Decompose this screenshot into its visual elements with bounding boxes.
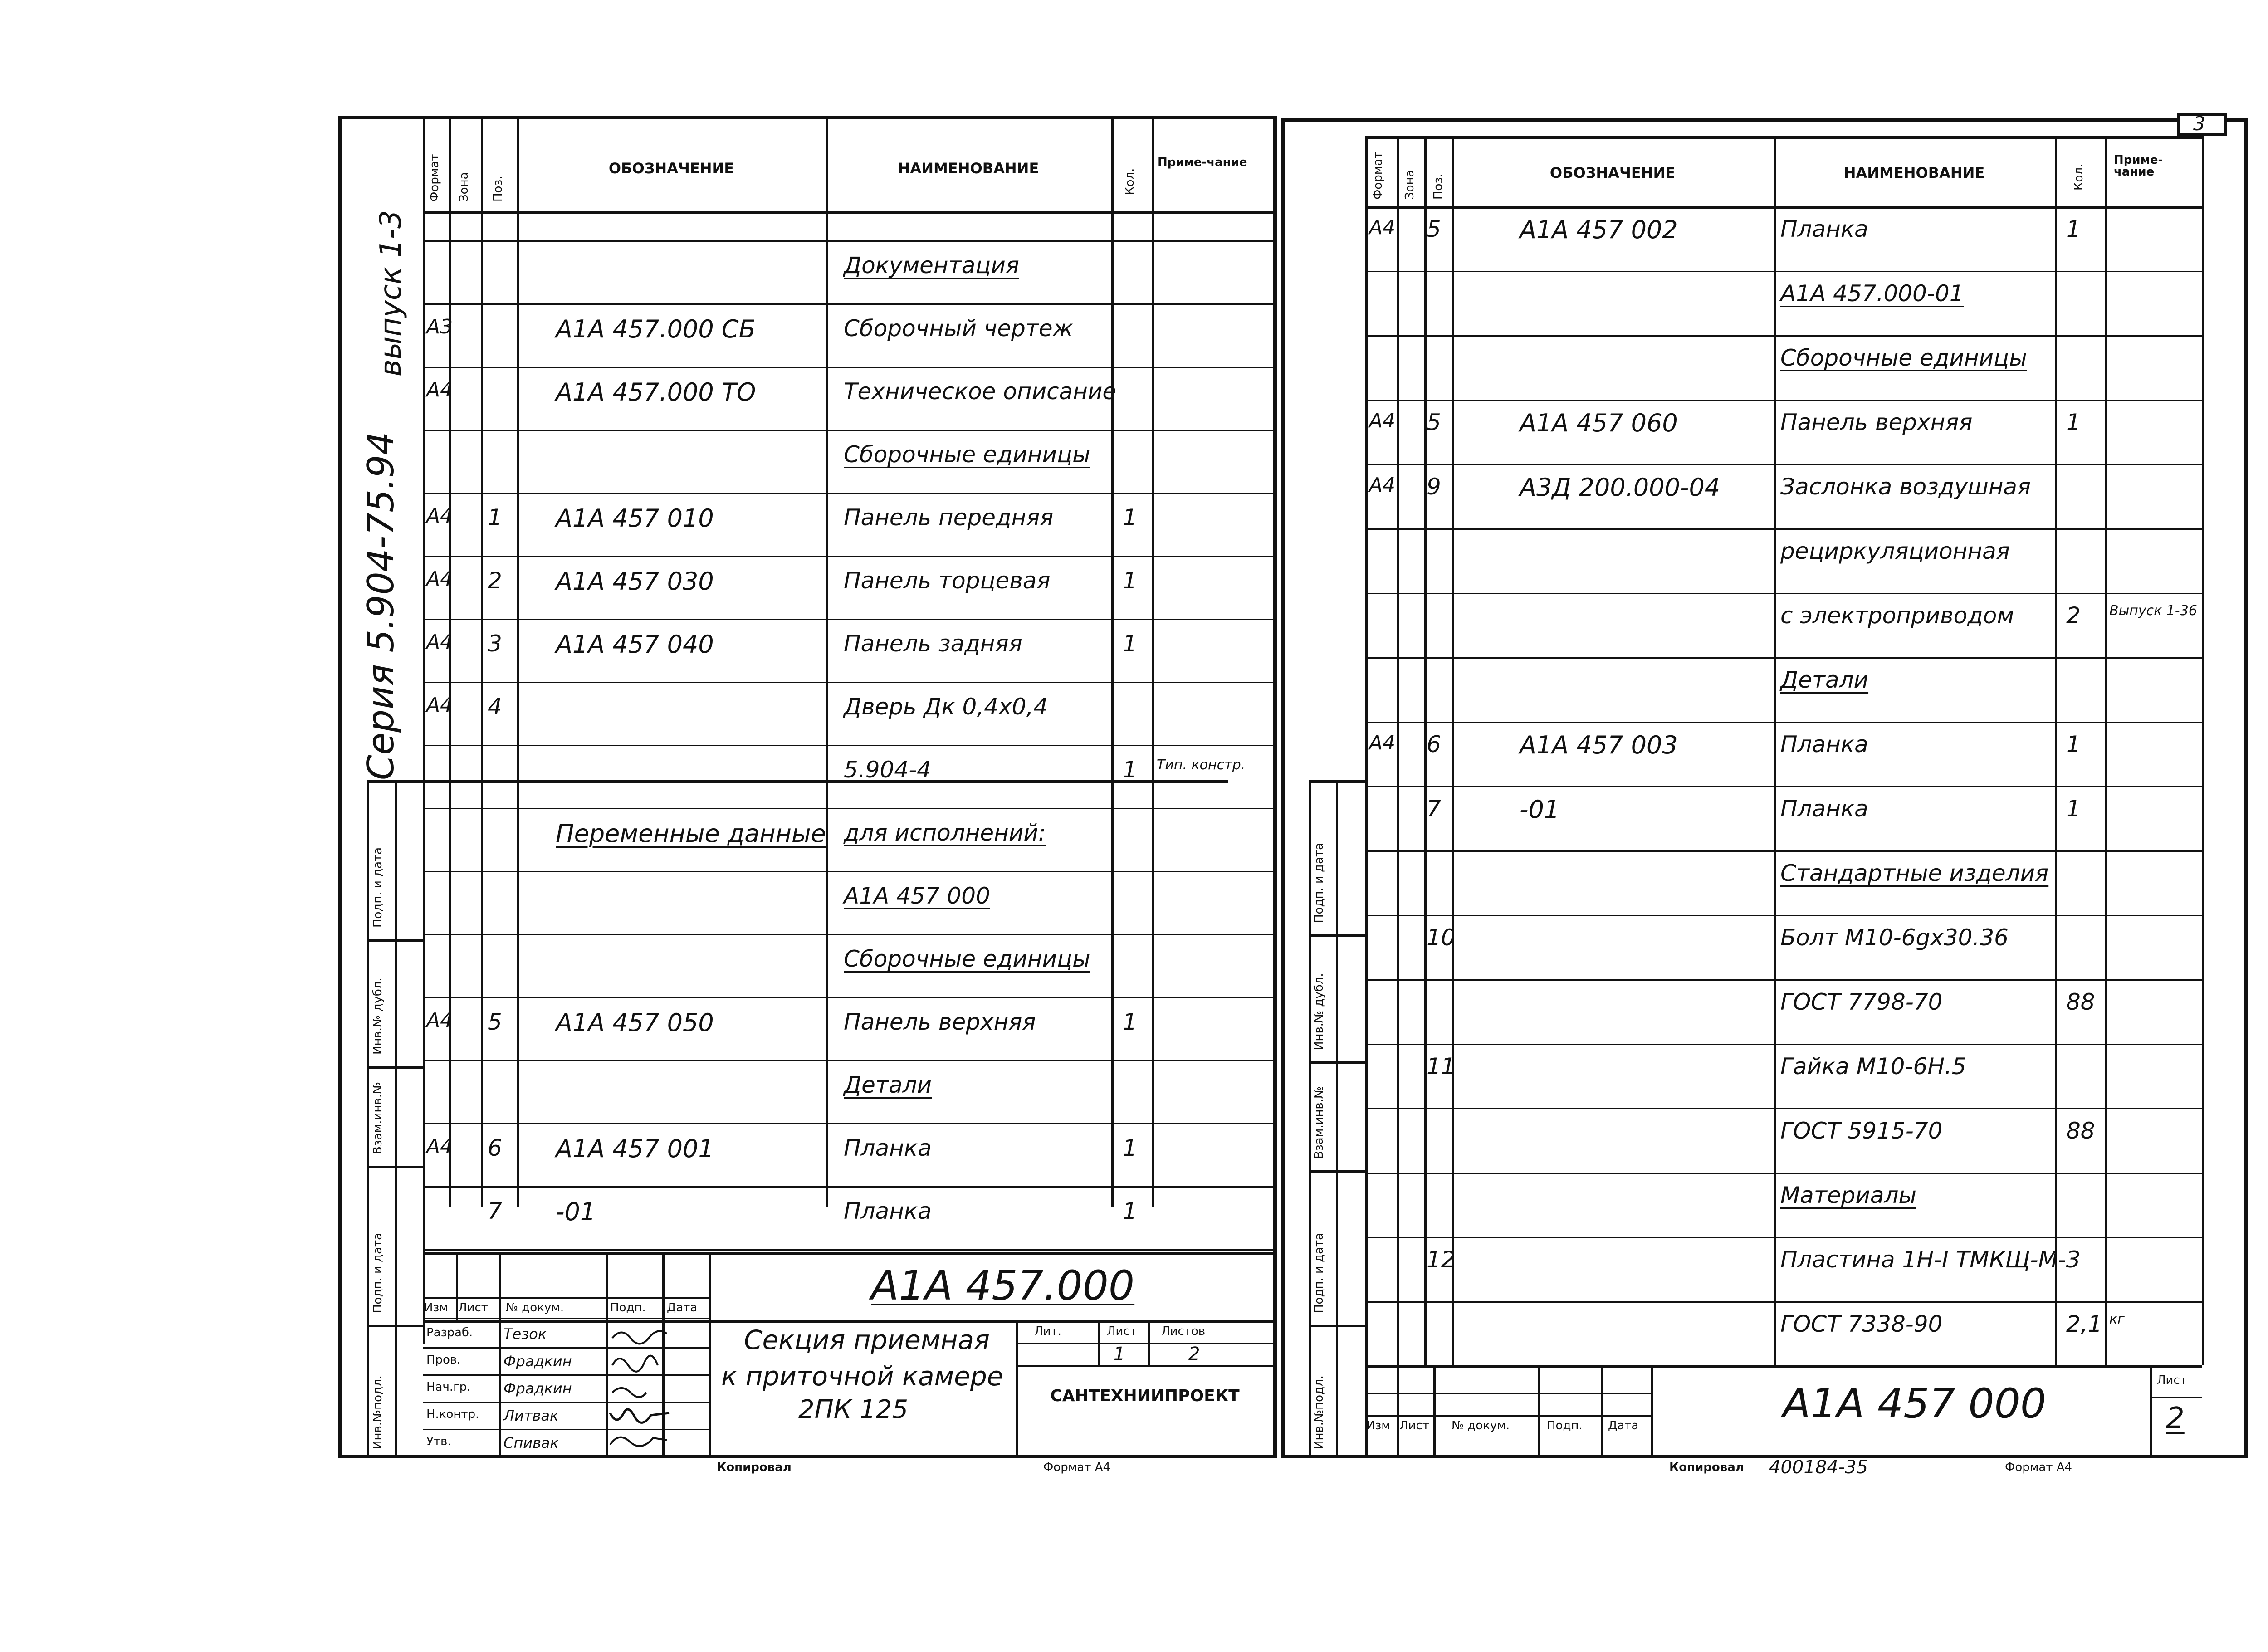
- row-name: А1А 457.000-01: [1780, 280, 1964, 307]
- right-stamp-label-5: Инв.№подл.: [1312, 1375, 1326, 1449]
- left-stamp-label-5: Инв.№подл.: [371, 1375, 385, 1449]
- row-format: А4: [426, 1009, 453, 1032]
- row-position: 11: [1427, 1053, 1456, 1080]
- row-name: Болт М10-6gх30.36: [1780, 924, 2009, 951]
- row-name: ГОСТ 7338-90: [1780, 1311, 1943, 1337]
- row-name: Планка: [844, 1135, 932, 1161]
- right-col-line: [1365, 136, 1368, 1456]
- row-line: [423, 745, 1274, 746]
- left-stamp-border: [367, 780, 369, 1458]
- left-footer-copied: Копировал: [717, 1461, 792, 1474]
- row-note: Выпуск 1-36: [2109, 603, 2197, 619]
- right-header-qty: Кол.: [2072, 163, 2086, 191]
- right-sheet-label: Лист: [2157, 1373, 2187, 1387]
- row-position: 4: [488, 694, 502, 720]
- row-designation: А1А 457 002: [1520, 215, 1678, 244]
- row-name: А1А 457 000: [844, 883, 990, 909]
- row-line: [1365, 722, 2202, 723]
- right-stamp-label-4: Подп. и дата: [1312, 1232, 1326, 1313]
- left-header-pos: Поз.: [491, 176, 505, 202]
- right-stamp-border: [1309, 780, 1311, 1458]
- row-designation: -01: [556, 1197, 596, 1226]
- left-signatures: [608, 1322, 708, 1456]
- row-line: [1365, 400, 2202, 401]
- row-line: [423, 367, 1274, 368]
- left-col-date: Дата: [667, 1301, 698, 1315]
- left-sheet-label: Лист: [1107, 1325, 1137, 1338]
- right-footer-archive: 400184-35: [1769, 1457, 1868, 1478]
- row-line: [423, 303, 1274, 305]
- left-sheets-value: 2: [1188, 1344, 1200, 1364]
- row-name: Техническое описание: [844, 378, 1117, 405]
- row-name: Панель верхняя: [844, 1009, 1036, 1035]
- row-position: 6: [1427, 731, 1441, 758]
- row-name: Сборочный чертеж: [844, 315, 1073, 342]
- row-line: [1365, 528, 2202, 530]
- row-line: [1365, 979, 2202, 981]
- row-designation: А1А 457 003: [1520, 731, 1678, 759]
- row-format: А4: [1369, 474, 1396, 497]
- row-name: Материалы: [1780, 1182, 1916, 1208]
- row-note: Тип. констр.: [1157, 757, 1246, 773]
- right-stamp-label-2: Инв.№ дубл.: [1312, 973, 1326, 1050]
- left-person-4: Литвак: [503, 1407, 559, 1424]
- row-quantity: 88: [2066, 1118, 2095, 1144]
- row-position: 5: [1427, 216, 1441, 242]
- row-quantity: 1: [1123, 1135, 1137, 1161]
- right-col-sign: Подп.: [1547, 1419, 1583, 1432]
- row-format: А4: [1369, 731, 1396, 754]
- row-name: Панель передняя: [844, 504, 1054, 531]
- row-line: [1365, 593, 2202, 594]
- row-format: А4: [426, 1135, 453, 1158]
- left-doc-number: А1А 457.000: [871, 1262, 1135, 1310]
- left-lit-label: Лит.: [1034, 1325, 1061, 1338]
- row-quantity: 1: [1123, 630, 1137, 657]
- right-col-list: Лист: [1399, 1419, 1429, 1432]
- row-line: [423, 934, 1274, 935]
- left-header-name: НАИМЕНОВАНИЕ: [898, 160, 1039, 177]
- row-name: Планка: [844, 1198, 932, 1224]
- row-line: [423, 871, 1274, 872]
- row-line: [423, 1249, 1274, 1251]
- left-col-izm: Изм: [424, 1301, 448, 1315]
- row-quantity: 88: [2066, 989, 2095, 1015]
- row-position: 9: [1427, 474, 1441, 500]
- row-designation: А1А 457 050: [556, 1008, 714, 1037]
- left-stamp-label-4: Подп. и дата: [371, 1232, 385, 1313]
- left-col-list: Лист: [458, 1301, 488, 1315]
- left-title-line-3: 2ПК 125: [798, 1395, 909, 1424]
- row-name: Стандартные изделия: [1780, 860, 2049, 886]
- row-designation: А3Д 200.000-04: [1520, 473, 1721, 502]
- row-position: 2: [488, 567, 502, 594]
- right-doc-number: А1А 457 000: [1783, 1380, 2047, 1427]
- row-designation: А1А 457 060: [1520, 409, 1678, 437]
- row-line: [1365, 915, 2202, 916]
- right-col-docnum: № докум.: [1452, 1419, 1510, 1432]
- row-line: [423, 1123, 1274, 1124]
- left-title-block-top: [423, 1252, 1274, 1255]
- row-position: 5: [1427, 409, 1441, 435]
- row-designation: А1А 457.000 СБ: [556, 315, 756, 343]
- right-corner-sheet-number: 3: [2193, 112, 2205, 135]
- row-name: ГОСТ 5915-70: [1780, 1118, 1943, 1144]
- row-name: Документация: [844, 252, 1019, 279]
- row-line: [1365, 206, 2202, 208]
- row-designation: А1А 457 030: [556, 567, 714, 596]
- left-header-note: Приме-чание: [1158, 156, 1247, 169]
- left-col-docnum: № докум.: [506, 1301, 564, 1315]
- left-person-2: Фрадкин: [503, 1353, 572, 1370]
- row-name: для исполнений:: [844, 820, 1046, 846]
- row-name: Панель верхняя: [1780, 409, 1973, 435]
- right-header-note: Приме-чание: [2114, 153, 2163, 179]
- row-name: Сборочные единицы: [1780, 345, 2027, 371]
- row-line: [1365, 1044, 2202, 1045]
- row-quantity: 1: [2066, 216, 2081, 242]
- row-name: Детали: [844, 1072, 932, 1098]
- left-header-zone: Зона: [457, 172, 471, 202]
- row-position: 7: [488, 1198, 502, 1224]
- left-header-format: Формат: [428, 154, 441, 202]
- row-position: 10: [1427, 924, 1456, 951]
- row-format: А4: [426, 504, 453, 528]
- row-position: 7: [1427, 796, 1441, 822]
- row-name: Планка: [1780, 731, 1868, 758]
- left-role-3: Нач.гр.: [426, 1380, 471, 1394]
- row-name: рециркуляционная: [1780, 538, 2010, 564]
- left-person-5: Спивак: [503, 1434, 559, 1452]
- left-stamp-label-2: Инв.№ дубл.: [371, 978, 385, 1055]
- row-name: Панель задняя: [844, 630, 1022, 657]
- left-sheets-label: Листов: [1161, 1325, 1206, 1338]
- row-name: Детали: [1780, 667, 1869, 693]
- row-line: [423, 556, 1274, 557]
- row-line: [1365, 1301, 2202, 1303]
- row-name: Гайка М10-6Н.5: [1780, 1053, 1966, 1080]
- row-quantity: 1: [1123, 757, 1137, 783]
- row-note: кг: [2109, 1311, 2125, 1327]
- row-quantity: 1: [1123, 1009, 1137, 1035]
- row-line: [423, 1060, 1274, 1061]
- left-title-line-1: Секция приемная: [744, 1325, 990, 1355]
- right-header-zone: Зона: [1403, 170, 1417, 200]
- row-format: А4: [426, 567, 453, 591]
- right-col-izm: Изм: [1366, 1419, 1390, 1432]
- left-sheet-value: 1: [1114, 1344, 1125, 1364]
- right-title-block-top: [1365, 1365, 2202, 1368]
- row-line: [1365, 1237, 2202, 1238]
- row-quantity: 1: [2066, 409, 2081, 435]
- row-line: [423, 1186, 1274, 1188]
- left-role-2: Пров.: [426, 1353, 461, 1367]
- row-format: А4: [426, 630, 453, 654]
- left-stamp-label-1: Подп. и дата: [371, 847, 385, 928]
- left-header-designation: ОБОЗНАЧЕНИЕ: [608, 160, 734, 177]
- left-sheet: [338, 116, 1277, 1458]
- row-quantity: 1: [1123, 504, 1137, 531]
- row-position: 1: [488, 504, 502, 531]
- right-footer-copied: Копировал: [1669, 1461, 1744, 1474]
- row-position: 6: [488, 1135, 502, 1161]
- left-person-3: Фрадкин: [503, 1380, 572, 1397]
- left-margin-issue: выпуск 1-3: [374, 210, 408, 376]
- row-name: Сборочные единицы: [844, 441, 1090, 468]
- row-line: [1365, 335, 2202, 337]
- row-name: с электроприводом: [1780, 602, 2014, 629]
- row-line: [1365, 1108, 2202, 1109]
- row-format: А4: [1369, 216, 1396, 239]
- right-stamp-label-1: Подп. и дата: [1312, 842, 1326, 923]
- row-line: [1365, 850, 2202, 852]
- right-header-name: НАИМЕНОВАНИЕ: [1843, 164, 1985, 181]
- right-footer-format: Формат А4: [2005, 1461, 2072, 1474]
- row-line: [1365, 1173, 2202, 1174]
- row-line: [423, 240, 1274, 242]
- row-position: 12: [1427, 1246, 1456, 1273]
- row-designation: А1А 457 010: [556, 504, 714, 533]
- row-position: 5: [488, 1009, 502, 1035]
- row-line: [1365, 786, 2202, 787]
- row-line: [423, 493, 1274, 494]
- right-stamp-label-3: Взам.инв.№: [1312, 1086, 1326, 1159]
- row-name: Панель торцевая: [844, 567, 1051, 594]
- left-role-4: Н.контр.: [426, 1408, 479, 1421]
- row-name: Планка: [1780, 796, 1868, 822]
- left-footer-format: Формат А4: [1043, 1461, 1111, 1474]
- row-line: [423, 997, 1274, 998]
- left-role-5: Утв.: [426, 1435, 451, 1448]
- row-name: Дверь Дк 0,4х0,4: [844, 694, 1048, 720]
- row-quantity: 2,1: [2066, 1311, 2102, 1337]
- row-format: А4: [1369, 409, 1396, 432]
- row-line: [423, 619, 1274, 620]
- left-margin-series: Серия 5.904-75.94: [360, 431, 402, 780]
- row-line: [423, 682, 1274, 683]
- left-person-1: Тезок: [503, 1325, 547, 1343]
- row-designation: А1А 457 001: [556, 1134, 714, 1163]
- row-quantity: 1: [1123, 567, 1137, 594]
- row-name: Пластина 1Н-I ТМКЩ-М-3: [1780, 1246, 2081, 1273]
- left-col-line: [423, 119, 425, 1344]
- row-quantity: 1: [2066, 731, 2081, 758]
- right-header-pos: Поз.: [1432, 173, 1445, 200]
- row-designation: -01: [1520, 795, 1560, 824]
- row-name: 5.904-4: [844, 757, 931, 783]
- right-header-designation: ОБОЗНАЧЕНИЕ: [1549, 164, 1676, 181]
- left-role-1: Разраб.: [426, 1326, 473, 1339]
- left-header-qty: Кол.: [1123, 168, 1137, 195]
- row-format: А4: [426, 694, 453, 717]
- row-line: [423, 808, 1274, 809]
- left-org: САНТЕХНИИПРОЕКТ: [1050, 1387, 1240, 1405]
- row-designation: А1А 457.000 ТО: [556, 378, 756, 406]
- row-quantity: 1: [1123, 1198, 1137, 1224]
- row-designation: Переменные данные: [556, 819, 826, 848]
- row-name: Сборочные единицы: [844, 946, 1090, 972]
- right-col-date: Дата: [1608, 1419, 1639, 1432]
- row-line: [1365, 464, 2202, 465]
- row-format: А3: [426, 315, 453, 338]
- row-name: Заслонка воздушная: [1780, 474, 2031, 500]
- row-name: Планка: [1780, 216, 1868, 242]
- left-stamp-label-3: Взам.инв.№: [371, 1082, 385, 1154]
- row-line: [1365, 271, 2202, 272]
- row-position: 3: [488, 630, 502, 657]
- row-line: [423, 430, 1274, 431]
- row-line: [1365, 657, 2202, 659]
- row-format: А4: [426, 378, 453, 401]
- row-name: ГОСТ 7798-70: [1780, 989, 1943, 1015]
- row-designation: А1А 457 040: [556, 630, 714, 659]
- left-title-line-2: к приточной камере: [721, 1361, 1003, 1392]
- row-quantity: 2: [2066, 602, 2081, 629]
- row-quantity: 1: [2066, 796, 2081, 822]
- right-sheet-value: 2: [2166, 1402, 2185, 1435]
- right-header-format: Формат: [1371, 152, 1385, 200]
- left-col-sign: Подп.: [610, 1301, 646, 1315]
